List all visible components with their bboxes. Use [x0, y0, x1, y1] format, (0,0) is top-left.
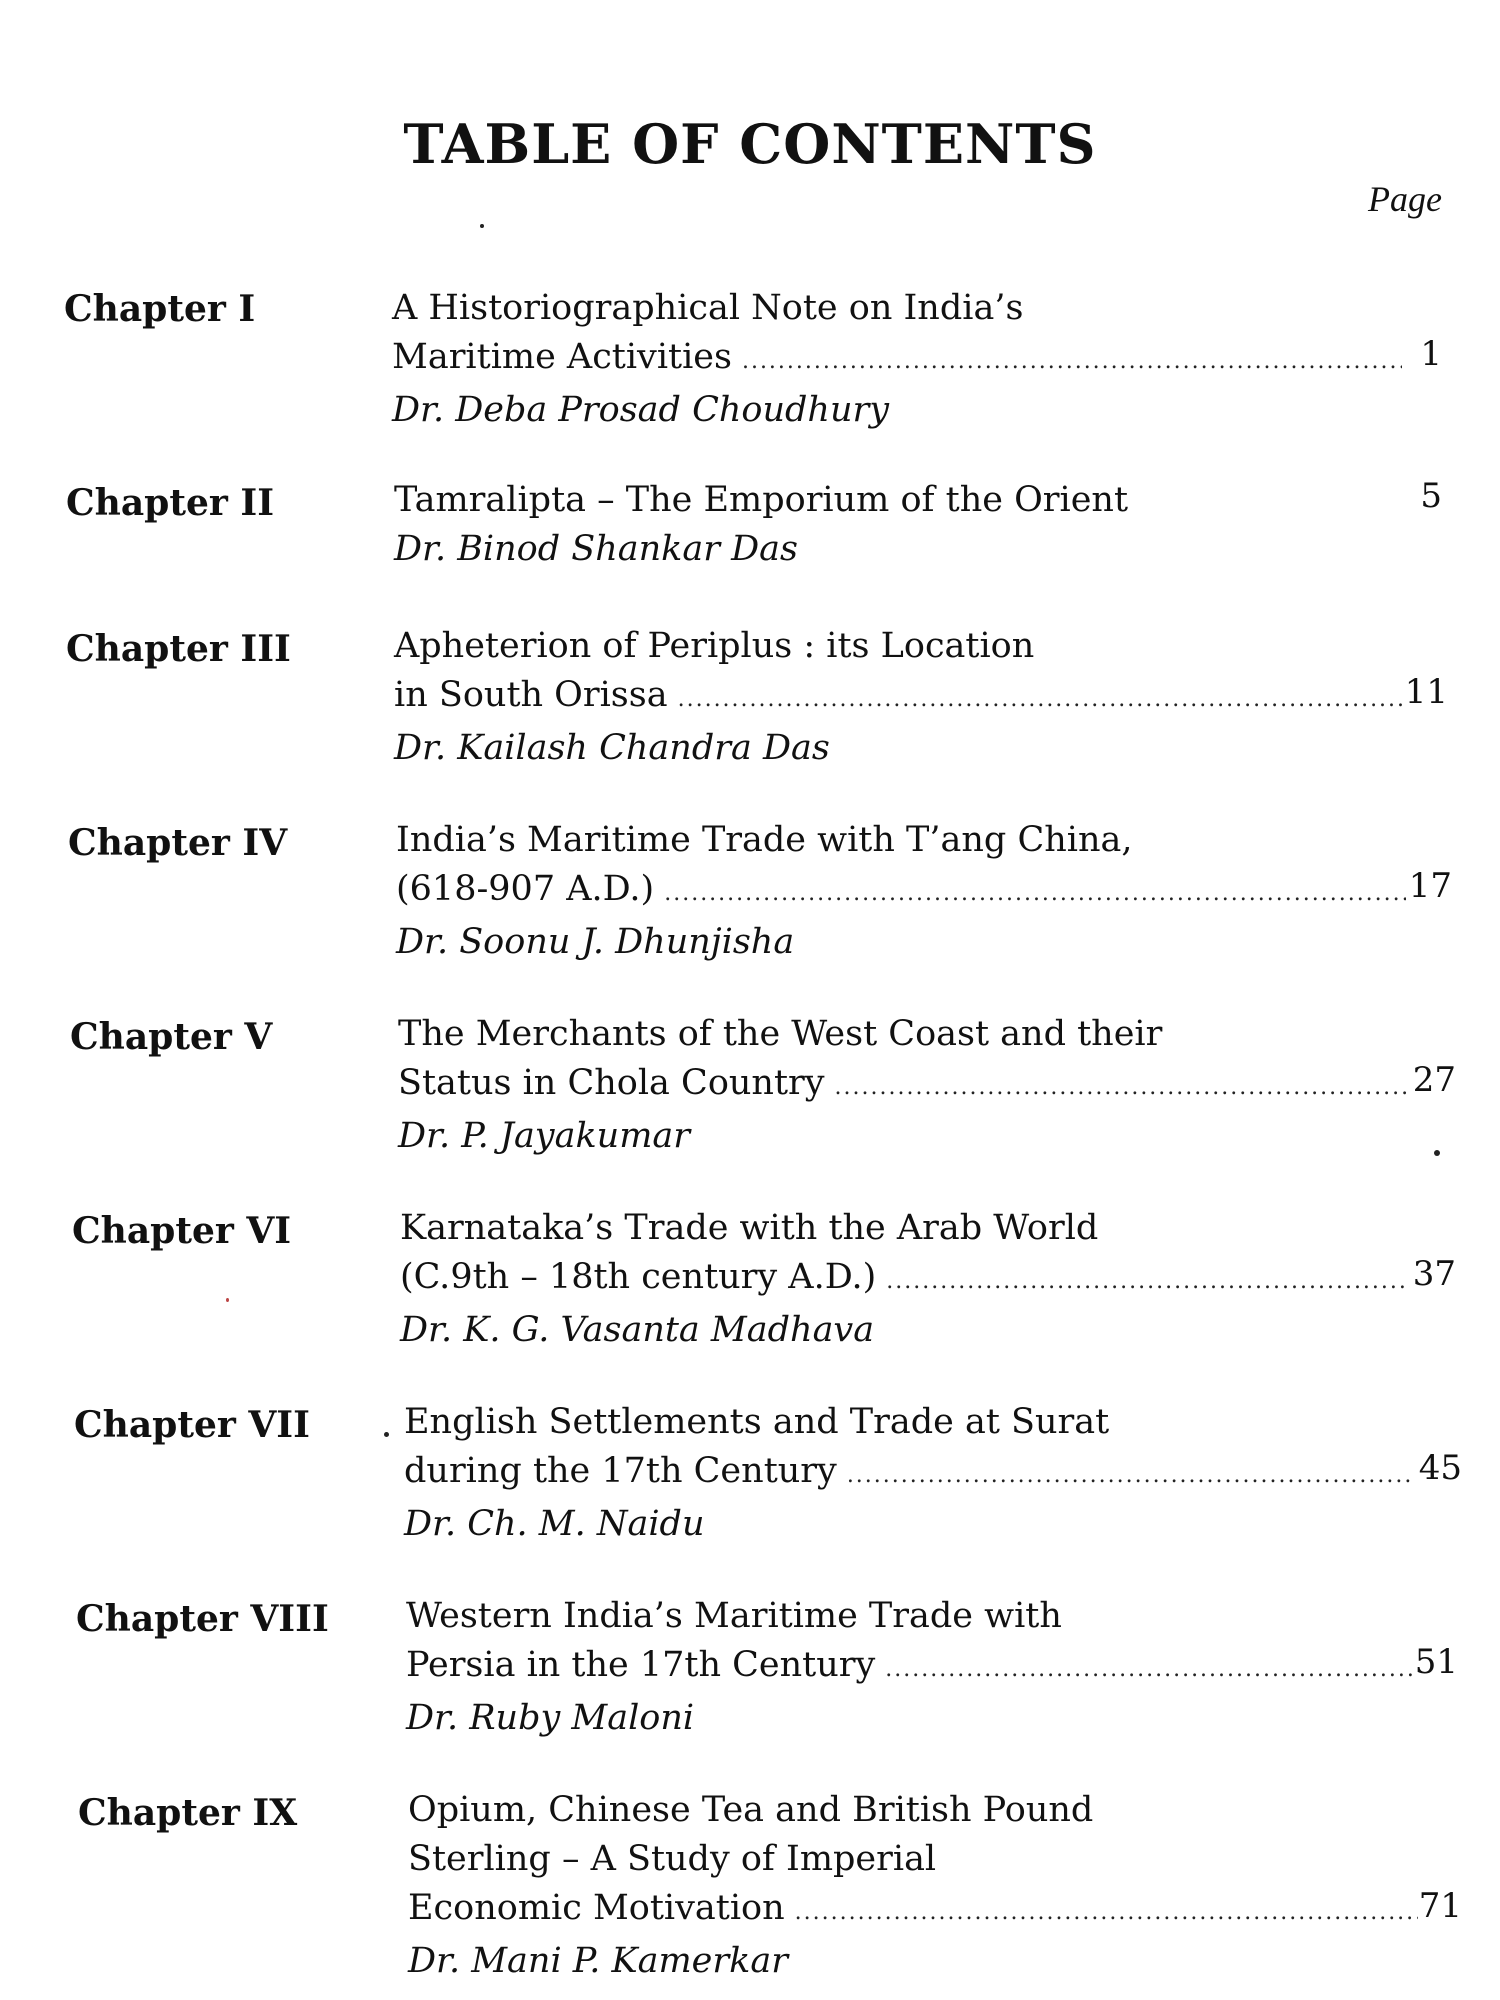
chapter-label: Chapter VI: [72, 1210, 292, 1252]
dot-leader: [664, 869, 1406, 918]
title-line: Sterling – A Study of Imperial: [408, 1839, 937, 1879]
title-line: Karnataka’s Trade with the Arab World: [400, 1208, 1099, 1248]
chapter-author: Dr. Kailash Chandra Das: [394, 728, 830, 768]
chapter-author: Dr. K. G. Vasanta Madhava: [400, 1310, 875, 1350]
dot-leader: [886, 1257, 1410, 1306]
page-number: 51: [1414, 1642, 1458, 1682]
chapter-author: Dr. Mani P. Kamerkar: [408, 1941, 788, 1981]
entry-body: [398, 1010, 1408, 1161]
dot-leader: [742, 337, 1402, 386]
chapter-author: Dr. P. Jayakumar: [398, 1116, 690, 1156]
dot-leader: [835, 1063, 1408, 1112]
title-line: India’s Maritime Trade with T’ang China,: [396, 820, 1133, 860]
entry-body: [394, 476, 1404, 574]
chapter-label: Chapter V: [70, 1016, 273, 1058]
title-line: The Merchants of the West Coast and their: [398, 1014, 1163, 1054]
chapter-label: Chapter III: [66, 628, 291, 670]
page-title: TABLE OF CONTENTS: [403, 112, 1097, 176]
scan-speck: [384, 1432, 389, 1437]
scan-speck: [480, 224, 484, 228]
dot-leader: [847, 1451, 1414, 1500]
scan-speck: [226, 1298, 229, 1302]
title-line: Opium, Chinese Tea and British Pound: [408, 1790, 1094, 1830]
entry-body: [406, 1592, 1416, 1743]
page-number: 17: [1408, 866, 1452, 906]
title-line: Maritime Activities .....: [392, 333, 1402, 386]
title-line: in South Orissa .....: [394, 671, 1404, 724]
title-line: Western India’s Maritime Trade with: [406, 1596, 1062, 1636]
title-line: Status in Chola Country .....: [398, 1059, 1408, 1112]
page-number: 71: [1418, 1886, 1462, 1926]
entry-body: [394, 622, 1404, 773]
chapter-label: Chapter VII: [74, 1404, 310, 1446]
entry-body: [400, 1204, 1410, 1355]
entry-body: [396, 816, 1406, 967]
title-line: during the 17th Century .....: [404, 1447, 1414, 1500]
dot-leader: [678, 675, 1404, 724]
title-line: A Historiographical Note on India’s: [392, 288, 1024, 328]
entry-body: [392, 284, 1402, 435]
title-line: English Settlements and Trade at Surat: [404, 1402, 1110, 1442]
title-line: Tamralipta – The Emporium of the Orient: [394, 480, 1129, 520]
title-line: Economic Motivation .....: [408, 1884, 1418, 1937]
chapter-label: Chapter I: [64, 288, 256, 330]
entry-body: [404, 1398, 1414, 1549]
chapter-label: Chapter VIII: [76, 1598, 329, 1640]
chapter-label: Chapter IX: [78, 1792, 298, 1834]
chapter-author: Dr. Deba Prosad Choudhury: [392, 390, 890, 430]
page-column-label: Page: [1368, 179, 1442, 219]
page-number: 11: [1404, 672, 1448, 712]
page-number: 5: [1420, 476, 1442, 516]
entry-body: [408, 1786, 1418, 1986]
chapter-author: Dr. Ruby Maloni: [406, 1698, 695, 1738]
chapter-label: Chapter II: [66, 482, 275, 524]
dot-leader: [885, 1645, 1416, 1694]
title-line: (C.9th – 18th century A.D.) .....: [400, 1253, 1410, 1306]
chapter-author: Dr. Binod Shankar Das: [394, 529, 799, 569]
title-line: (618-907 A.D.) .....: [396, 865, 1406, 918]
page-number: 45: [1418, 1448, 1462, 1488]
page-number: 27: [1412, 1060, 1456, 1100]
page-number: 1: [1420, 334, 1442, 374]
title-line: Apheterion of Periplus : its Location: [394, 626, 1035, 666]
chapter-author: Dr. Soonu J. Dhunjisha: [396, 922, 795, 962]
scan-speck: [1434, 1150, 1440, 1156]
page-number: 37: [1412, 1254, 1456, 1294]
chapter-label: Chapter IV: [68, 822, 288, 864]
dot-leader: [795, 1888, 1418, 1937]
title-line: Persia in the 17th Century .....: [406, 1641, 1416, 1694]
chapter-author: Dr. Ch. M. Naidu: [404, 1504, 705, 1544]
